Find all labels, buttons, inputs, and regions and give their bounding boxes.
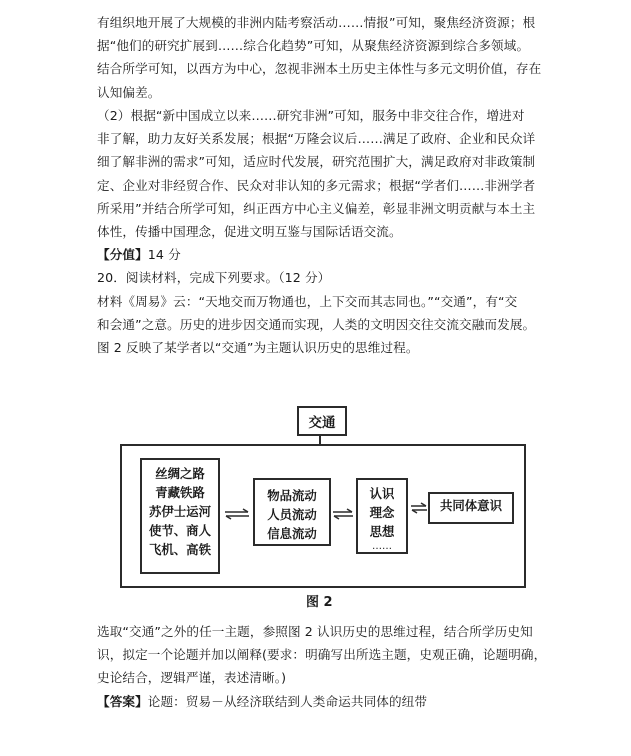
score-label: 【分值】 xyxy=(97,247,148,263)
answer-part2-paragraph xyxy=(97,104,541,359)
answer-label: 【答案】 xyxy=(97,693,148,709)
figure-2-diagram xyxy=(110,400,530,620)
text-line: 细了解非洲的需求”可知，适应时代发展，研究范围扩大，满足政府对非政策制 xyxy=(97,154,536,170)
requirement-line: 识，拟定一个论题并加以阐释(要求：明确写出所选主题，史观正确，论题明确， xyxy=(97,647,547,663)
answer-text: 论题：贸易－从经济联结到人类命运共同体的纽带 xyxy=(147,693,428,709)
flow-item: 人员流动 xyxy=(267,507,317,522)
flow-box xyxy=(253,478,331,546)
text-line: 据“他们的研究扩展到……综合化趋势”可知，从聚焦经济资源到综合多领域。 xyxy=(97,38,530,54)
example-item: 青藏铁路 xyxy=(155,485,205,500)
ellipsis: …… xyxy=(372,541,392,552)
requirement-line: 选取“交通”之外的任一主题，参照图 2 认识历史的思维过程，结合所学历史知 xyxy=(97,624,533,639)
material-line: 和会通”之意。历史的进步因交通而实现，人类的文明因交往交流交融而发展。 xyxy=(97,316,536,332)
examples-box xyxy=(140,458,220,574)
text-line: 定、企业对非经贸合作、民众对非认知的多元需求；根据“学者们……非洲学者 xyxy=(97,177,536,193)
answer-line xyxy=(97,690,541,713)
cognition-item: 思想 xyxy=(369,524,395,539)
material-line: 材料《周易》云：“天地交而万物通也，上下交而其志同也。”“交通”，有“交 xyxy=(97,293,518,309)
example-item: 使节、商人 xyxy=(149,523,211,538)
example-item: 丝绸之路 xyxy=(155,466,205,481)
text-line: 非了解，助力友好关系发展；根据“万隆会议后……满足了政府、企业和民众详 xyxy=(97,131,536,147)
figure-caption: 图 2 xyxy=(306,595,333,610)
text-line: 有组织地开展了大规模的非洲内陆考察活动……情报”可知，聚焦经济资源；根 xyxy=(97,15,536,30)
score-line xyxy=(97,243,541,266)
cognition-item: 理念 xyxy=(369,505,395,520)
text-line: （2）根据“新中国成立以来……研究非洲”可知，服务中非交往合作，增进对 xyxy=(97,108,525,123)
flow-item: 信息流动 xyxy=(267,526,317,541)
material-line: 图 2 反映了某学者以“交通”为主题认识历史的思维过程。 xyxy=(97,340,419,356)
text-line: 所采用”并结合所学可知，纠正西方中心主义偏差，彰显非洲文明贡献与本土主 xyxy=(97,200,536,216)
cognition-box xyxy=(356,478,408,554)
requirement-line: 史论结合，逻辑严谨，表述清晰。) xyxy=(97,670,287,686)
score-value: 14 分 xyxy=(147,247,181,263)
figure-title-box: 交通 xyxy=(297,406,347,436)
text-line: 认知偏差。 xyxy=(97,84,161,100)
question-header: 20．阅读材料，完成下列要求。（12 分） xyxy=(97,270,331,286)
example-item: 飞机、高铁 xyxy=(149,542,211,557)
example-item: 苏伊士运河 xyxy=(149,504,211,519)
figure-frame xyxy=(120,444,526,588)
bidirectional-arrow-icon xyxy=(332,508,354,520)
bidirectional-arrow-icon xyxy=(224,508,250,520)
text-line: 体性，传播中国理念，促进文明互鉴与国际话语交流。 xyxy=(97,224,402,240)
cognition-item: 认识 xyxy=(369,486,395,501)
requirement-paragraph xyxy=(97,620,547,713)
answer-part1-paragraph xyxy=(97,11,541,104)
bidirectional-arrow-icon xyxy=(410,502,428,514)
community-box: 共同体意识 xyxy=(428,492,514,524)
text-line: 结合所学可知，以西方为中心，忽视非洲本土历史主体性与多元文明价值，存在 xyxy=(97,61,542,77)
flow-item: 物品流动 xyxy=(267,488,317,503)
title-connector-line xyxy=(319,434,321,444)
